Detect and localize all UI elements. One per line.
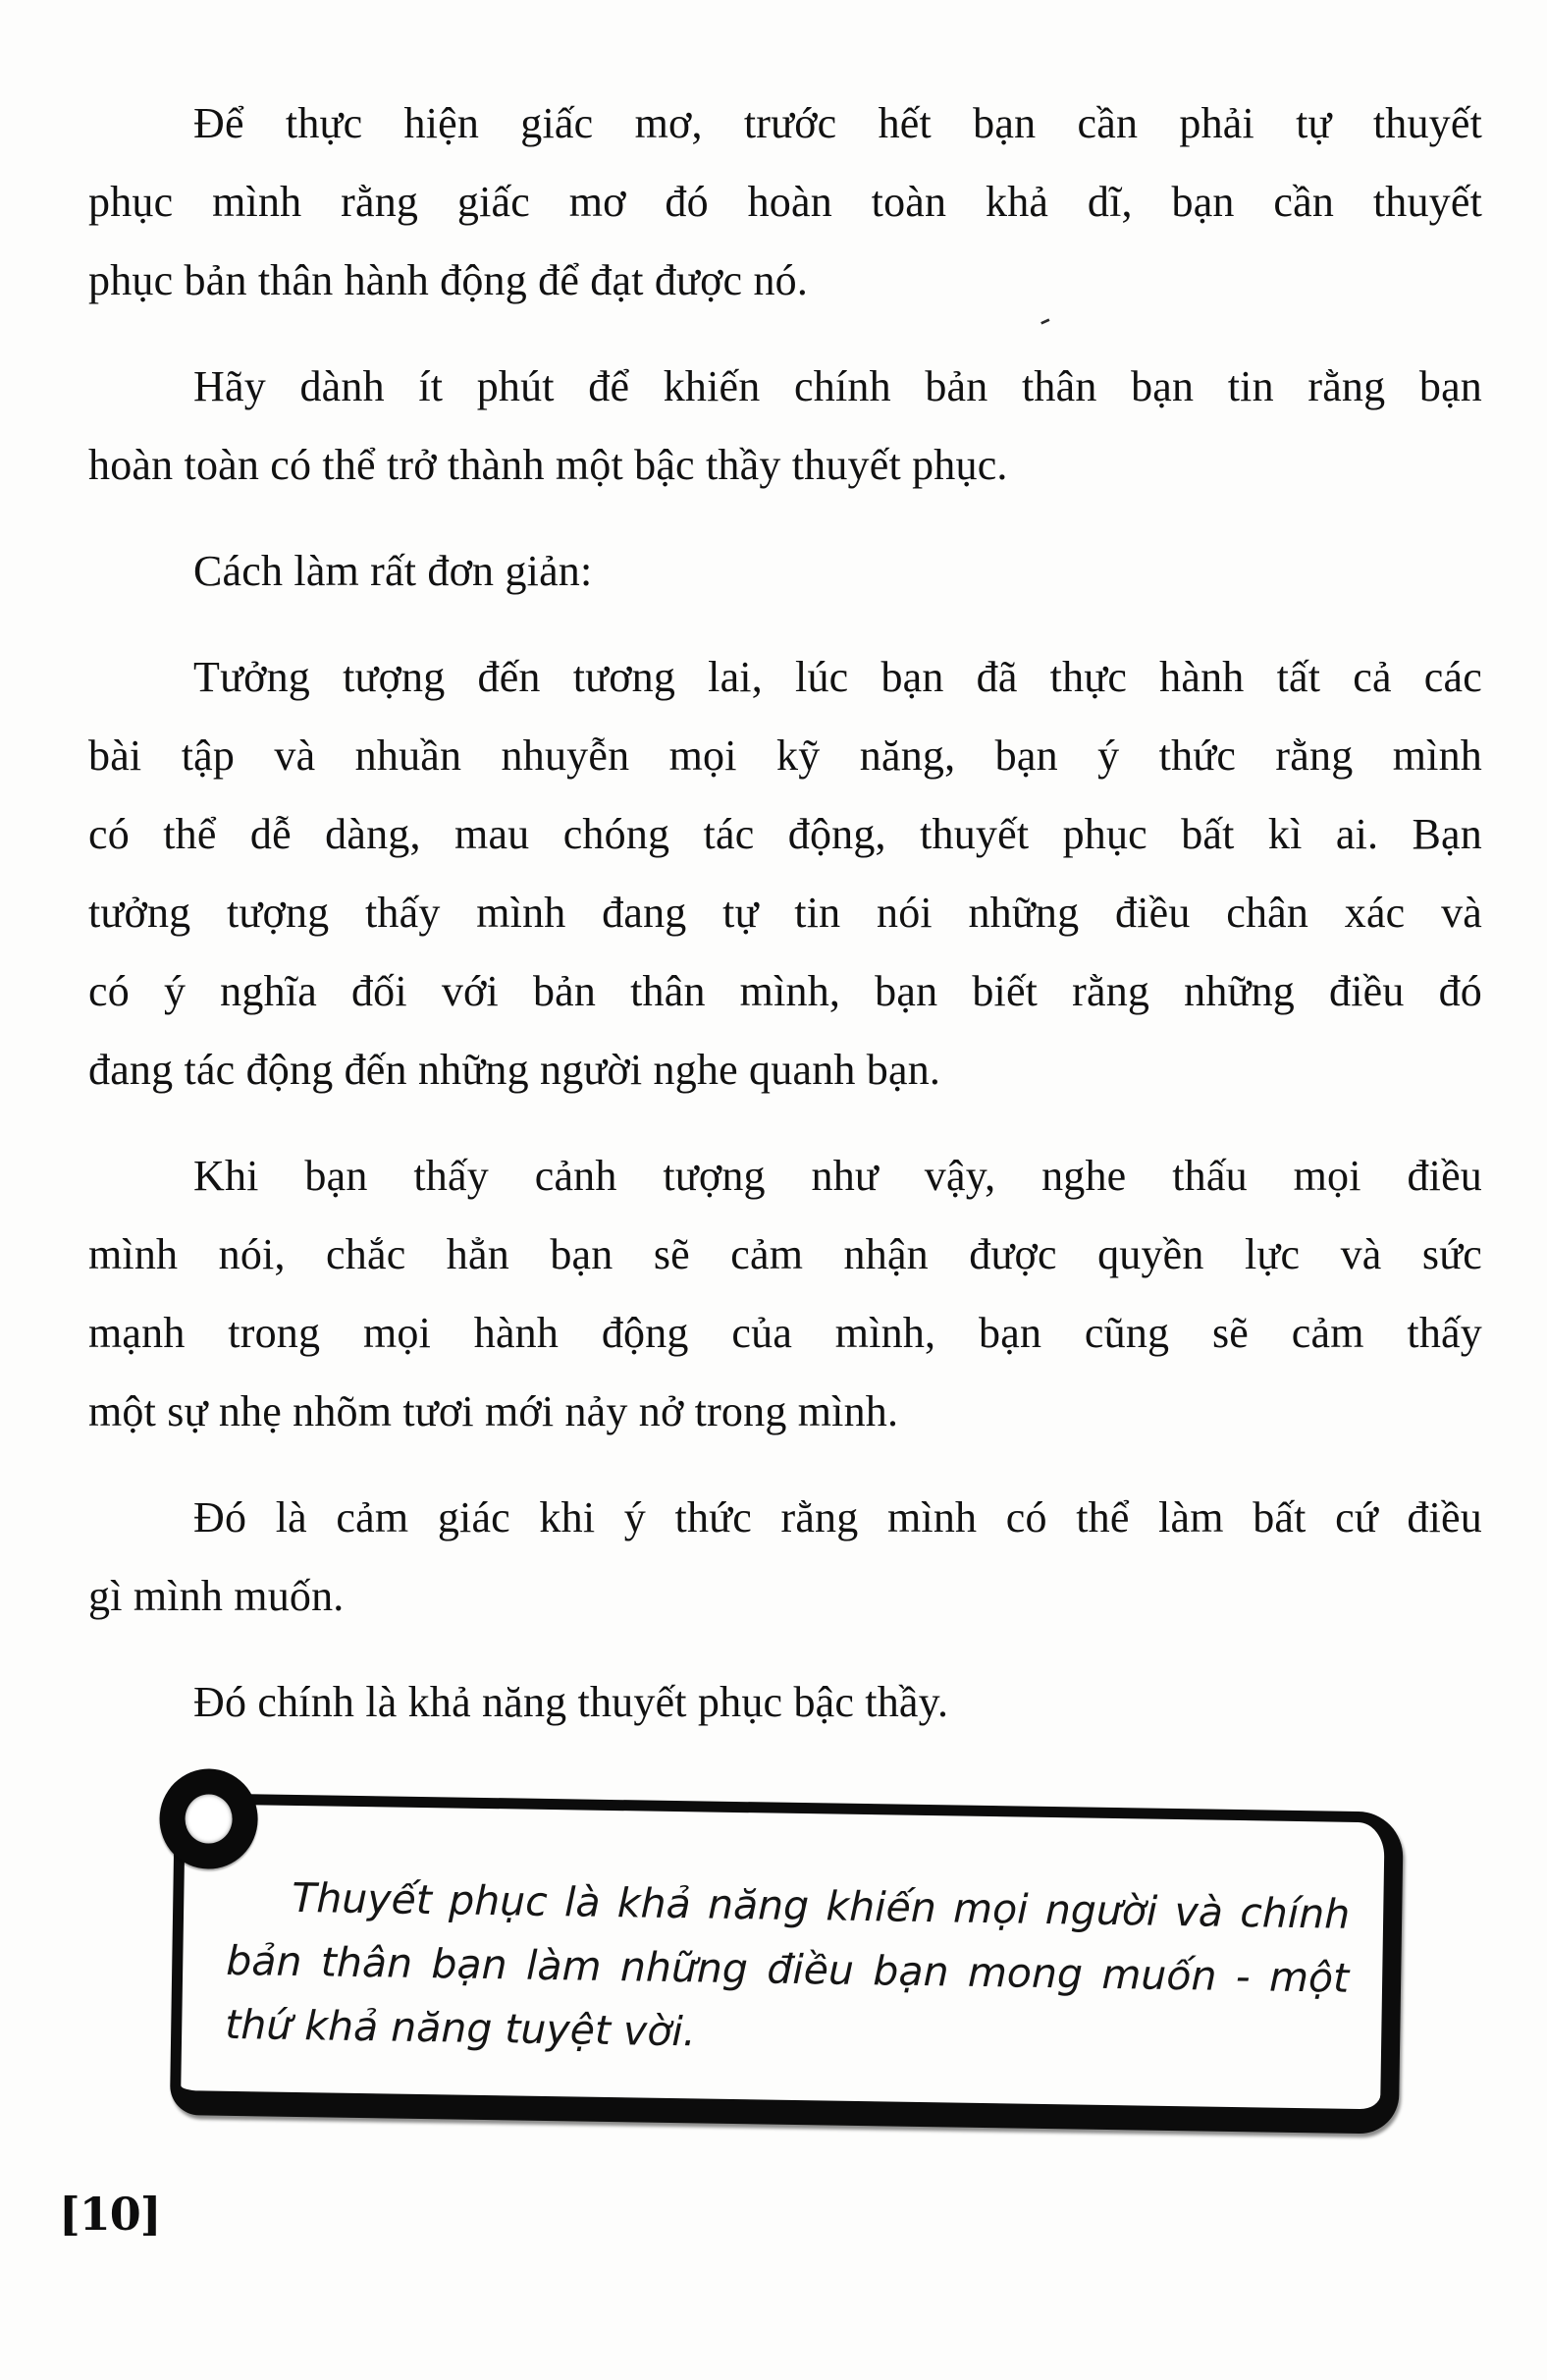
text-line: Để thực hiện giấc mơ, trước hết bạn cần phải tự thuyết — [193, 99, 1482, 147]
text-line: mạnh trong mọi hành động của mình, bạn cũng sẽ cảm thấy — [88, 1309, 1482, 1357]
text-line: Khi bạn thấy cảnh tượng như vậy, nghe thấu mọi điều — [193, 1152, 1482, 1200]
paragraph — [88, 638, 1482, 1109]
pin-ring-icon — [159, 1768, 259, 1870]
callout-line: thứ khả năng tuyệt vời. — [224, 2000, 697, 2056]
stray-ink-mark: - — [1031, 299, 1058, 341]
callout-box — [170, 1793, 1404, 2135]
text-line: tưởng tượng thấy mình đang tự tin nói những điều chân xác và — [88, 889, 1482, 937]
text-line: phục mình rằng giấc mơ đó hoàn toàn khả dĩ, bạn cần thuyết — [88, 178, 1482, 226]
text-line: Đó là cảm giác khi ý thức rằng mình có thể làm bất cứ điều — [193, 1493, 1482, 1542]
text-line: phục bản thân hành động để đạt được nó. — [88, 256, 809, 304]
paragraph — [88, 532, 1482, 611]
callout-line: bản thân bạn làm những điều bạn mong muốn - một — [225, 1936, 1350, 2002]
paragraph — [88, 1479, 1482, 1636]
paragraph — [88, 1663, 1482, 1742]
text-line: mình nói, chắc hẳn bạn sẽ cảm nhận được quyền lực và sức — [88, 1230, 1482, 1278]
text-line: đang tác động đến những người nghe quanh bạn. — [88, 1046, 941, 1094]
paragraph — [88, 1137, 1482, 1451]
text-line: Tưởng tượng đến tương lai, lúc bạn đã thực hành tất cả các — [193, 653, 1482, 701]
callout-line: Thuyết phục là khả năng khiến mọi người và chính — [291, 1873, 1351, 1938]
text-line: Hãy dành ít phút để khiến chính bản thân bạn tin rằng bạn — [193, 362, 1482, 410]
page-number: [10] — [59, 2188, 161, 2241]
text-line: một sự nhẹ nhõm tươi mới nảy nở trong mình. — [88, 1387, 899, 1435]
text-line: Đó chính là khả năng thuyết phục bậc thầy. — [193, 1678, 949, 1726]
text-line: hoàn toàn có thể trở thành một bậc thầy thuyết phục. — [88, 441, 1008, 489]
text-line: có thể dễ dàng, mau chóng tác động, thuyết phục bất kì ai. Bạn — [88, 810, 1482, 858]
body-text — [88, 84, 1482, 1769]
text-line: gì mình muốn. — [88, 1572, 345, 1620]
callout-text — [225, 1866, 1351, 2075]
text-line: có ý nghĩa đối với bản thân mình, bạn biết rằng những điều đó — [88, 967, 1482, 1015]
text-line: Cách làm rất đơn giản: — [193, 547, 593, 595]
paragraph — [88, 84, 1482, 320]
text-line: bài tập và nhuần nhuyễn mọi kỹ năng, bạn ý thức rằng mình — [88, 731, 1482, 780]
paragraph — [88, 348, 1482, 505]
